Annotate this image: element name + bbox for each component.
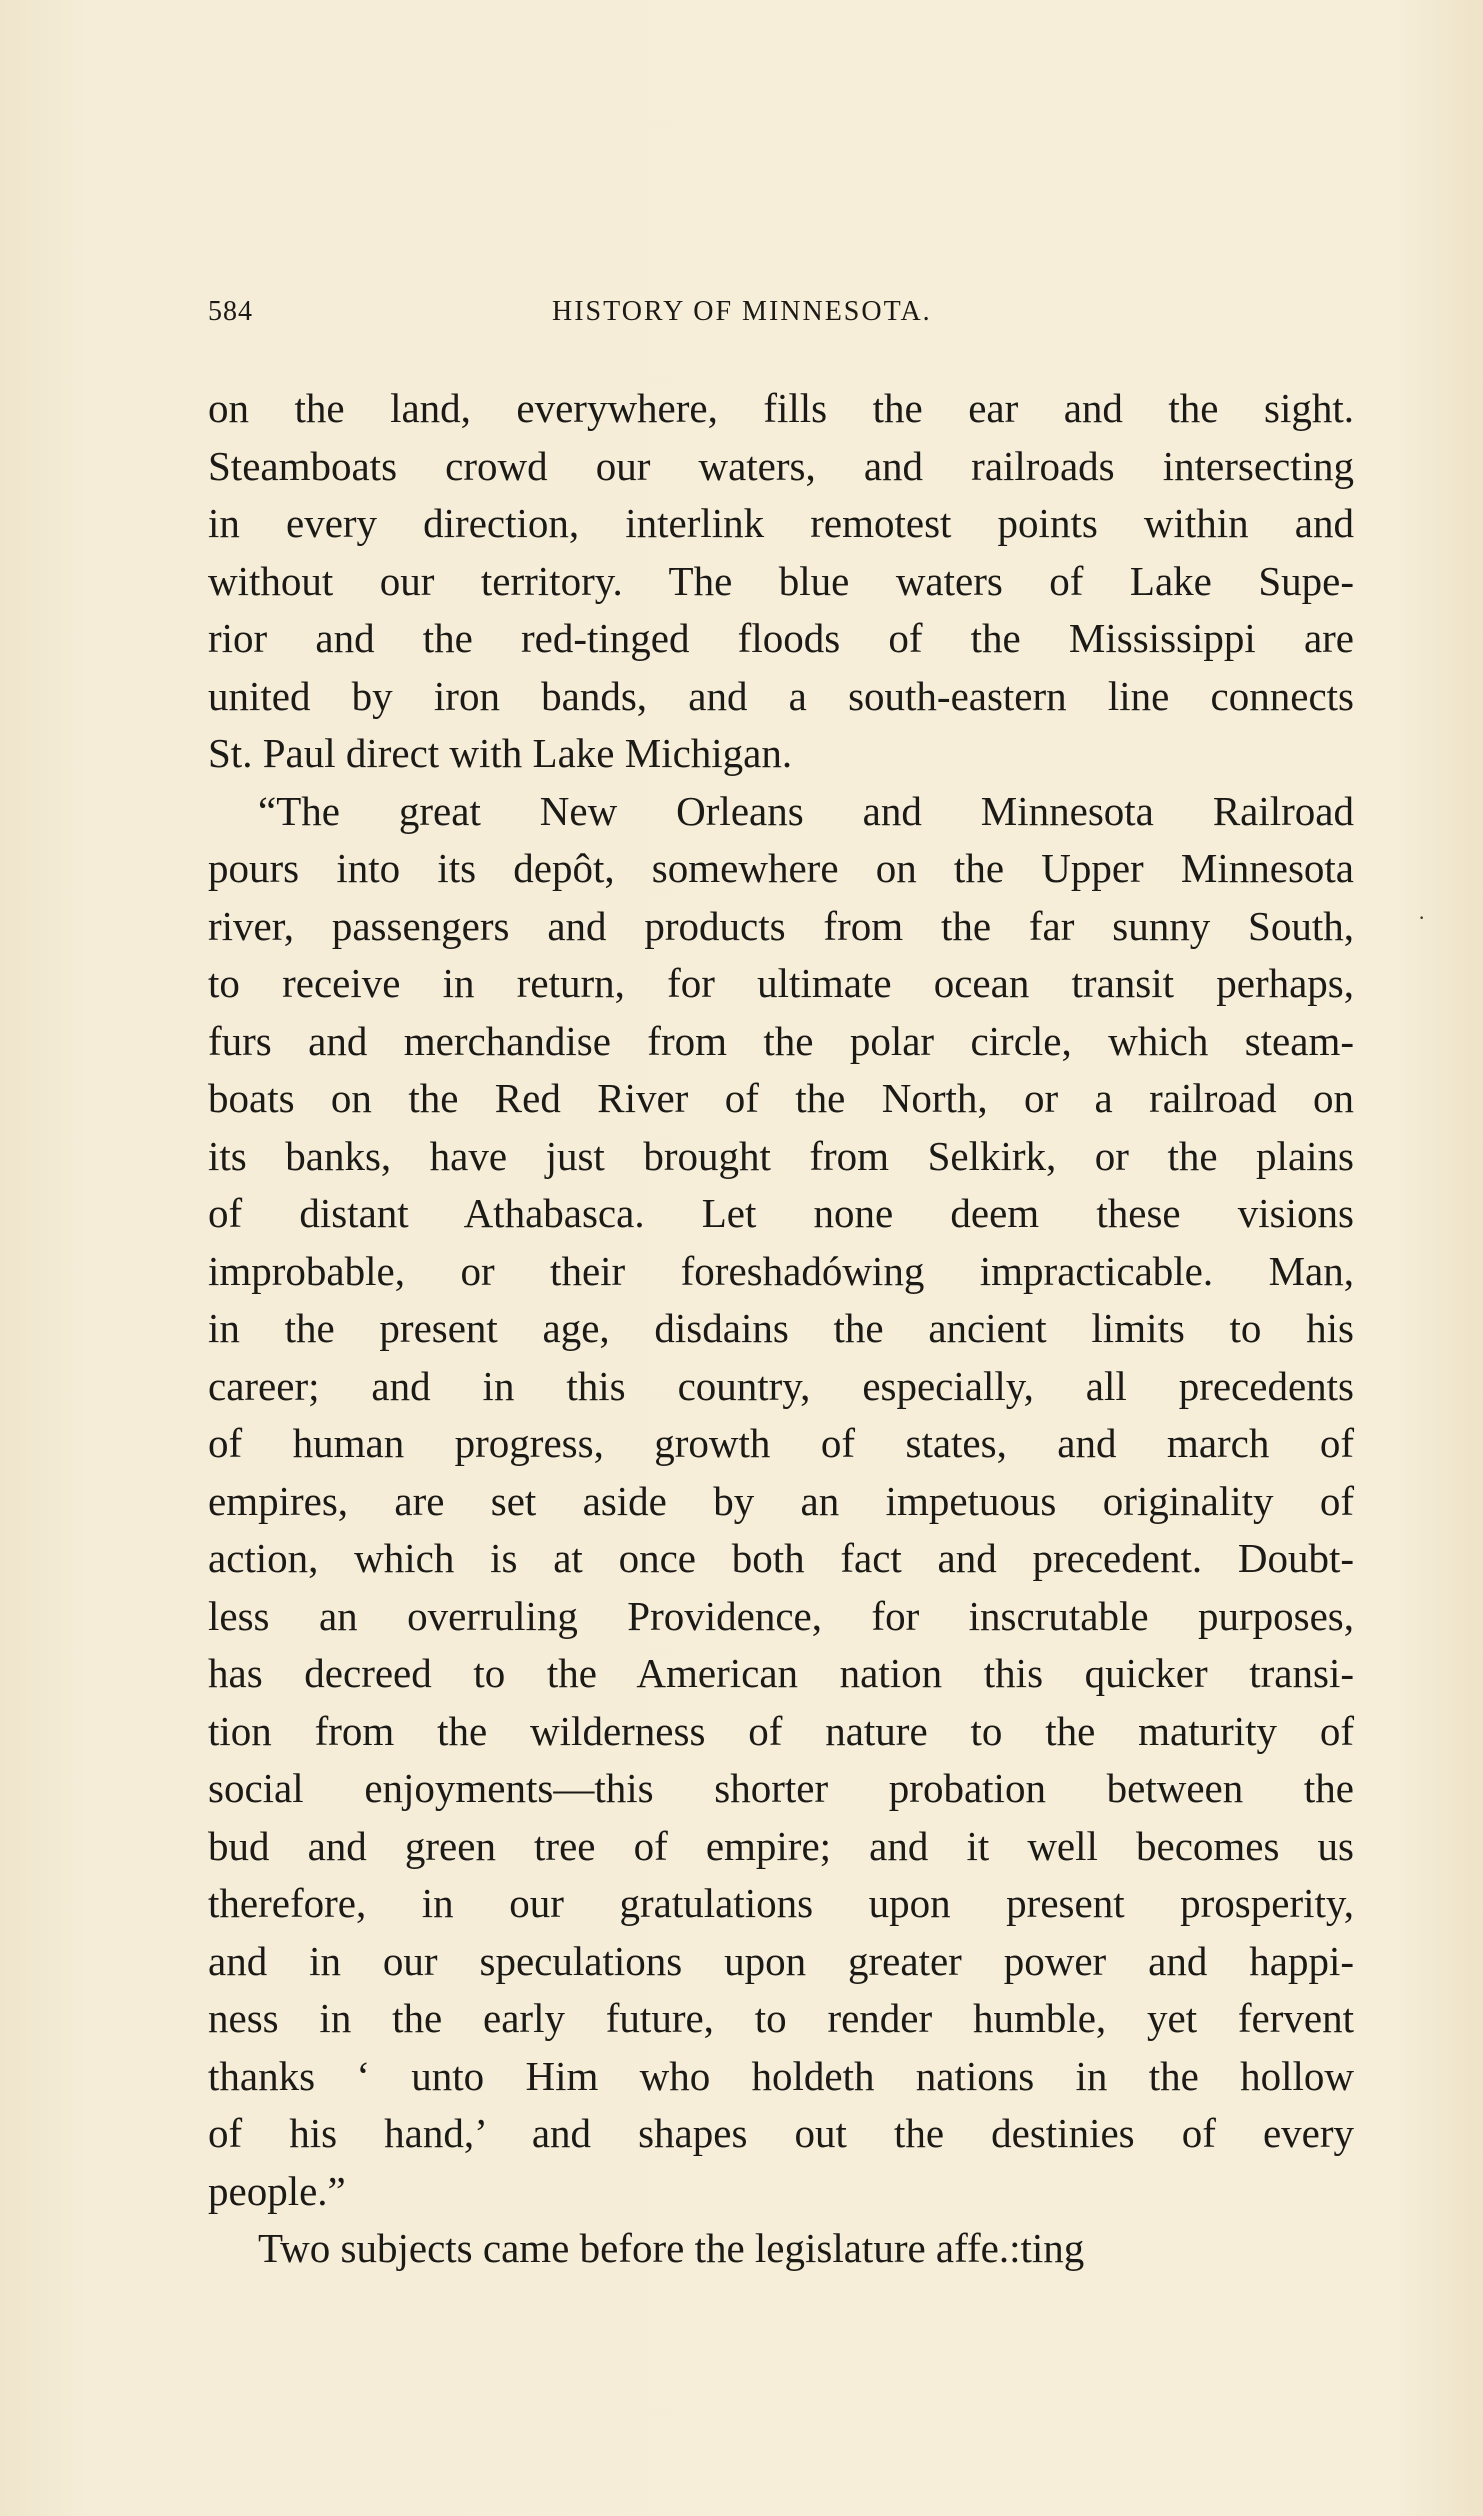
text-line: less an overruling Providence, for inscrutable purposes, [208,1592,1354,1639]
text-line: therefore, in our gratulations upon present prosperity, [208,1880,1354,1926]
text-line: of human progress, growth of states, and march of [208,1420,1354,1466]
text-line: career; and in this country, especially, all precedents [208,1362,1354,1409]
text-line: boats on the Red River of the North, or a railroad on [208,1075,1354,1121]
text-line: rior and the red-tinged floods of the Mississippi are [208,615,1354,661]
text-line: its banks, have just brought from Selkirk, or the plains [208,1132,1354,1179]
text-line: has decreed to the American nation this quicker transi- [208,1650,1354,1696]
running-title: HISTORY OF MINNESOTA. [552,296,932,327]
paragraph [208,2220,1354,2278]
page-number: 584 [208,296,253,327]
text-line: Two subjects came before the legislature affe.:ting [258,2225,1085,2271]
text-line: to receive in return, for ultimate ocean transit perhaps, [208,960,1354,1006]
text-line: river, passengers and products from the far sunny South, [208,902,1354,949]
paragraph [208,380,1354,783]
text-line: action, which is at once both fact and precedent. Doubt- [208,1535,1354,1581]
text-line: St. Paul direct with Lake Michigan. [208,730,793,776]
body-text [208,380,1354,2278]
text-line: without our territory. The blue waters of Lake Supe- [208,557,1354,604]
text-line: ness in the early future, to render humble, yet fervent [208,1995,1354,2041]
text-line: bud and green tree of empire; and it well becomes us [208,1822,1354,1869]
text-line: people.” [208,2167,346,2214]
text-line: improbable, or their foreshadówing impracticable. Man, [208,1247,1354,1294]
text-line: furs and merchandise from the polar circle, which steam- [208,1017,1354,1064]
text-line: Steamboats crowd our waters, and railroads intersecting [208,442,1354,489]
margin-mark: · [1418,905,1426,930]
text-line: pours into its depôt, somewhere on the Upper Minnesota [208,845,1354,891]
running-head [208,296,1208,340]
paragraph [208,783,1354,2221]
text-line: “The great New Orleans and Minnesota Railroad [258,787,1354,834]
text-line: thanks ‘ unto Him who holdeth nations in the hollow [208,2052,1354,2099]
text-line: and in our speculations upon greater power and happi- [208,1937,1354,1984]
text-line: in every direction, interlink remotest points within and [208,500,1354,546]
text-line: of his hand,’ and shapes out the destinies of every [208,2110,1354,2156]
text-line: empires, are set aside by an impetuous originality of [208,1477,1354,1524]
text-line: united by iron bands, and a south-eastern line connects [208,672,1354,719]
text-line: in the present age, disdains the ancient limits to his [208,1305,1354,1351]
text-line: of distant Athabasca. Let none deem these visions [208,1190,1354,1236]
text-line: social enjoyments—this shorter probation between the [208,1765,1354,1811]
text-line: on the land, everywhere, fills the ear and the sight. [208,385,1354,431]
text-line: tion from the wilderness of nature to the maturity of [208,1707,1354,1754]
